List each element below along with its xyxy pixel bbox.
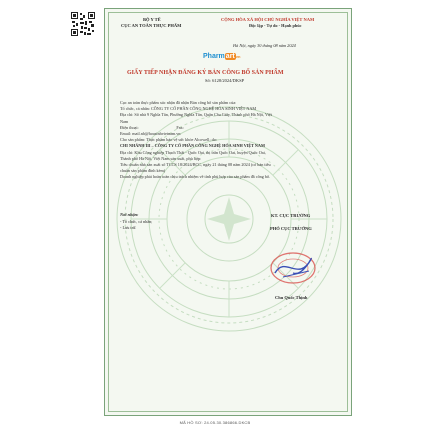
body-line: chuẩn sản phẩm đính kèm) bbox=[120, 168, 166, 174]
body-line: Tổ chức, cá nhân: CÔNG TY CỔ PHẦN CÔNG NGHỆ HÓA SINH VIỆT NAM bbox=[120, 106, 257, 112]
country-name: CỘNG HÒA XÃ HỘI CHỦ NGHĨA VIỆT NAM bbox=[221, 17, 315, 22]
recipient-item: - Lưu trữ. bbox=[120, 225, 137, 230]
qr-code bbox=[71, 12, 95, 36]
logo-mid-text: art bbox=[225, 53, 235, 60]
body-line: Cho sản phẩm: Thực phẩm bảo vệ sức khỏe Alcowell; do: bbox=[120, 137, 218, 143]
signature-kt: KT. CỤC TRƯỞNG bbox=[271, 213, 311, 218]
body-line: Tiêu chuẩn nhà sản xuất số TCCS 18/2024/BCC, ngày 21 tháng 08 năm 2024 (có bản tiêu bbox=[120, 162, 271, 168]
document-title: GIẤY TIẾP NHẬN ĐĂNG KÝ BẢN CÔNG BỐ SẢN PHẨM bbox=[127, 70, 284, 76]
recipient-item: - Tổ chức, cá nhân; bbox=[120, 219, 153, 224]
document-text bbox=[105, 9, 351, 415]
body-line: Địa chỉ: Khu Công nghiệp Thạch Thất - Quốc Oai, thị trấn Quốc Oai, huyện Quốc Oai, bbox=[120, 149, 266, 155]
ministry-name: BỘ Y TẾ bbox=[143, 17, 161, 22]
logo-left-text: Pharm bbox=[203, 53, 225, 60]
logo-sub-text: vn bbox=[235, 54, 241, 59]
body-text bbox=[120, 100, 342, 181]
signature-role: PHÓ CỤC TRƯỞNG bbox=[270, 226, 312, 231]
dossier-code: MÃ HỒ SƠ: 24.05.30.386866.DKCB bbox=[179, 420, 251, 425]
body-line: Cục an toàn thực phẩm xác nhận đã nhận Bản công bố sản phẩm của: bbox=[120, 100, 237, 105]
official-seal-stamp bbox=[263, 249, 325, 287]
body-line: Nam bbox=[120, 118, 129, 124]
body-line: Địa chỉ: Số nhà 9 Nghĩa Tân, Phường Nghĩa Tân, Quận Cầu Giấy, Thành phố Hà Nội, Việt bbox=[120, 112, 272, 118]
certificate-document bbox=[104, 8, 352, 416]
agency-name: CỤC AN TOÀN THỰC PHẨM bbox=[121, 23, 182, 28]
body-line: CHI NHÁNH III – CÔNG TY CỔ PHẦN CÔNG NGHỆ HÓA SINH VIỆT NAM bbox=[120, 143, 265, 149]
document-number: Số: 6128/2024/DKSP bbox=[205, 78, 245, 83]
body-line: Doanh nghiệp phải hoàn toàn chịu trách nhiệm về tính phù hợp của sản phẩm đã công bố. bbox=[120, 174, 271, 180]
body-line: Điện thoại: Fax: bbox=[120, 124, 184, 130]
issue-date: Hà Nội, ngày 30 tháng 08 năm 2024 bbox=[233, 43, 296, 48]
national-motto: Độc lập - Tự do - Hạnh phúc bbox=[249, 23, 302, 28]
body-line: Thành phố Hà Nội, Việt Nam sản xuất, phù hợp: bbox=[120, 155, 202, 161]
signer-name: Chu Quốc Thịnh bbox=[275, 295, 308, 300]
recipients-heading: Nơi nhận: bbox=[120, 212, 139, 217]
body-line: Email: mail.nh@hoasinhvietnam.vn bbox=[120, 131, 181, 137]
